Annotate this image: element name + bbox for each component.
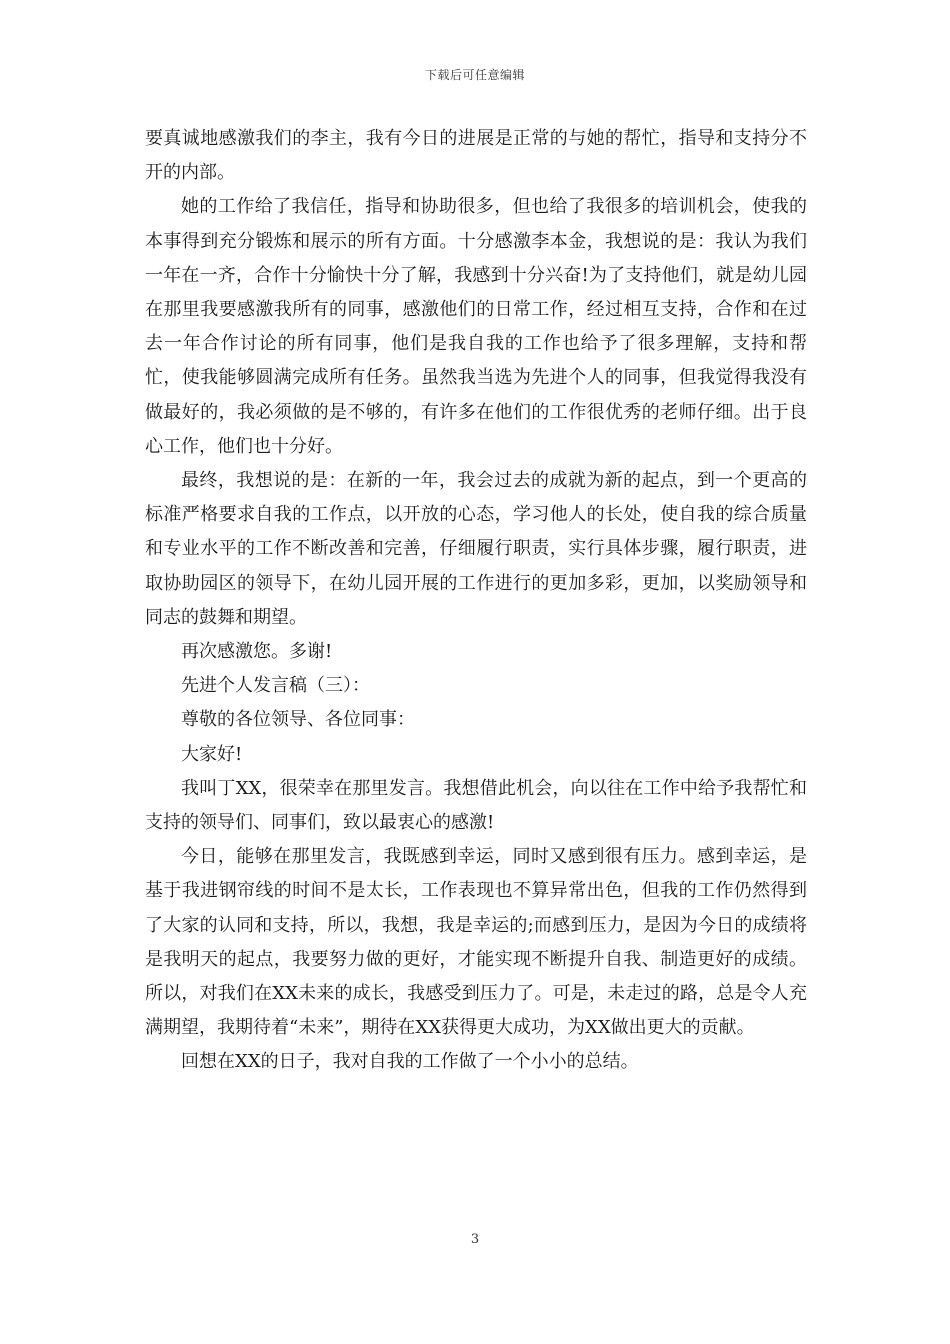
page-header: 下载后可任意编辑 bbox=[424, 68, 525, 82]
greeting: 大家好! bbox=[181, 743, 243, 765]
paragraph-4: 再次感激您。多谢! bbox=[181, 641, 333, 663]
paragraph-3: 最终，我想说的是：在新的一年，我会过去的成就为新的起点，到一个更高的标准严格要求自我的工作点，以开放的心态，学习他人的长处，使自我的综合质量和专业水平的工作不断改善和完善，仔细履行职责，实行具体步骤，履行职责，进取协助园区的领导下，在幼儿园开展的工作进行的更加多彩，更加，以奖励领导和同志的鼓舞和期望。 bbox=[145, 470, 807, 628]
paragraph-9: 今日，能够在那里发言，我既感到幸运，同时又感到很有压力。感到幸运，是基于我进钢帘线的时间不是太长，工作表现也不算异常出色，但我的工作仍然得到了大家的认同和支持，所以，我想，我是幸运的;而感到压力，是因为今日的成绩将是我明天的起点，我要努力做的更好，才能实现不断提升自我、制造更好的成绩。所以，对我们在XX未来的成长，我感受到压力了。可是，未走过的路，总是令人充满期望，我期待着“未来”，期待在XX获得更大成功，为XX做出更大的贡献。 bbox=[145, 846, 807, 1039]
page-number: 3 bbox=[470, 1232, 480, 1247]
paragraph-1: 要真诚地感激我们的李主，我有今日的进展是正常的与她的帮忙，指导和支持分不开的内部。 bbox=[145, 128, 807, 184]
salutation: 尊敬的各位领导、各位同事： bbox=[181, 709, 415, 731]
paragraph-8: 我叫丁XX，很荣幸在那里发言。我想借此机会，向以往在工作中给予我帮忙和支持的领导们、同事们，致以最衷心的感激! bbox=[145, 777, 807, 834]
paragraph-10: 回想在XX的日子，我对自我的工作做了一个小小的总结。 bbox=[181, 1051, 639, 1073]
section-heading: 先进个人发言稿（三）： bbox=[181, 675, 370, 697]
document-body bbox=[145, 122, 807, 1080]
paragraph-2: 她的工作给了我信任，指导和协助很多，但也给了我很多的培训机会，使我的本事得到充分锻炼和展示的所有方面。十分感激李本金，我想说的是：我认为我们一年在一齐，合作十分愉快十分了解，我感到十分兴奋!为了支持他们，就是幼儿园在那里我要感激我所有的同事，感激他们的日常工作，经过相互支持，合作和在过去一年合作讨论的所有同事，他们是我自我的工作也给予了很多理解，支持和帮忙，使我能够圆满完成所有任务。虽然我当选为先进个人的同事，但我觉得我没有做最好的，我必须做的是不够的，有许多在他们的工作很优秀的老师仔细。出于良心工作，他们也十分好。 bbox=[145, 196, 807, 457]
